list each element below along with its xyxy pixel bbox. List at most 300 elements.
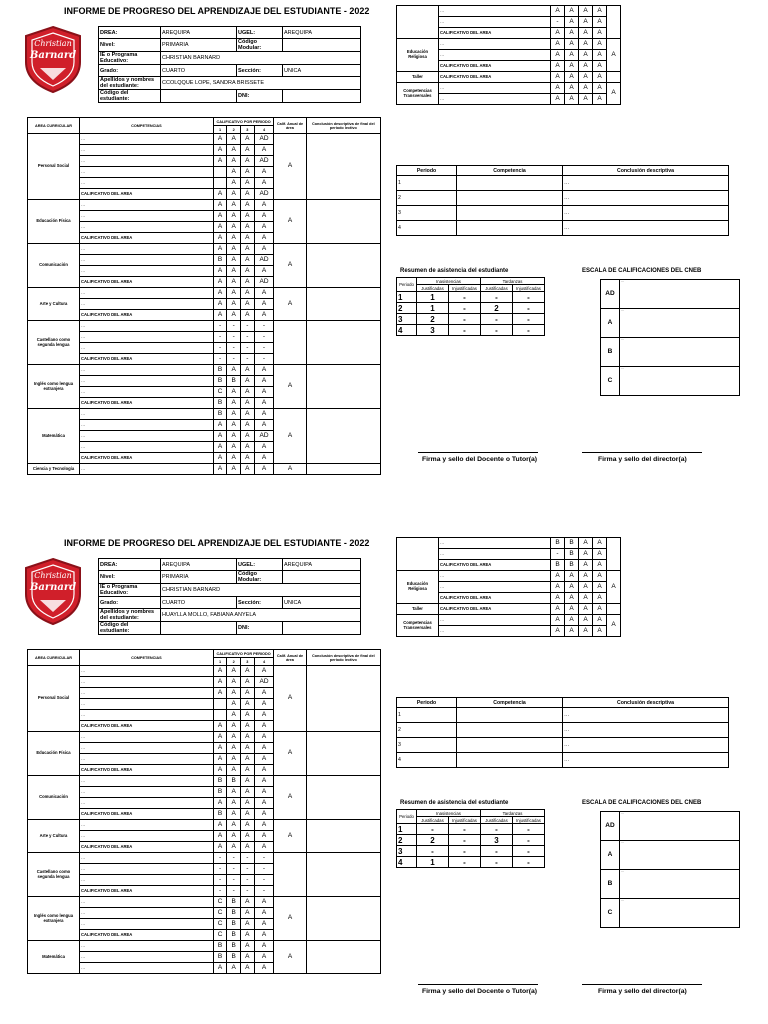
attendance-value: - <box>481 314 513 325</box>
attendance-value: - <box>513 325 545 336</box>
grade-period-1: A <box>551 94 565 105</box>
grade-period-4: A <box>593 17 607 28</box>
attendance-row <box>397 314 545 325</box>
grade-period-1: B <box>213 776 227 787</box>
conclusions-header <box>397 166 729 176</box>
grade-period-2: A <box>227 464 241 475</box>
grade-period-1: A <box>551 72 565 83</box>
header-periodos: CALIFICATIVO POR PERIODO <box>213 118 274 126</box>
area-total-label: CALIFICATIVO DEL AREA <box>439 72 551 83</box>
grade-period-1 <box>213 710 227 721</box>
competency-text: … <box>80 875 214 886</box>
info-grado-label: Grado: <box>99 65 161 77</box>
area-name: Matemática <box>28 941 80 974</box>
competency-row <box>28 288 381 299</box>
grade-period-4: AD <box>254 431 274 442</box>
grade-period-2: A <box>227 666 241 677</box>
attendance-periodo: 1 <box>397 824 417 835</box>
scale-code: B <box>601 870 620 899</box>
grade-period-4: - <box>254 343 274 354</box>
info-modular <box>283 571 361 584</box>
competency-text: … <box>80 732 214 743</box>
conclusion-periodo: 1 <box>397 176 457 191</box>
grade-period-1: C <box>213 919 227 930</box>
conclusion-competencia <box>457 176 563 191</box>
director-signature-label: Firma y sello del director(a) <box>598 988 687 995</box>
grades-header-row <box>28 118 381 126</box>
grade-period-4: A <box>254 765 274 776</box>
competency-text: … <box>80 343 214 354</box>
area-annual-grade: A <box>274 666 306 732</box>
grade-period-2: A <box>227 145 241 156</box>
grade-period-2: A <box>227 677 241 688</box>
grade-period-4: A <box>593 50 607 61</box>
grade-period-4: A <box>254 776 274 787</box>
grade-period-4: A <box>254 453 274 464</box>
grade-period-3: - <box>240 332 254 343</box>
grade-period-2: B <box>227 376 241 387</box>
grade-period-3: A <box>240 831 254 842</box>
attendance-header-justificadas: Justificadas <box>481 285 513 292</box>
area-name: Competencias Transversales <box>397 615 439 637</box>
grade-period-1: A <box>213 200 227 211</box>
competency-row <box>28 897 381 908</box>
grade-period-2: A <box>227 134 241 145</box>
scale-row <box>601 280 740 309</box>
grade-period-4: A <box>593 560 607 571</box>
director-signature-line <box>582 984 702 985</box>
conclusion-row <box>397 191 729 206</box>
grade-period-3: A <box>240 189 254 200</box>
area-annual-grade <box>607 6 621 39</box>
grade-period-1 <box>213 178 227 189</box>
grade-period-2: A <box>227 453 241 464</box>
area-conclusion-cell <box>306 134 380 200</box>
grade-period-3: A <box>240 699 254 710</box>
grade-period-2: A <box>565 50 579 61</box>
attendance-header-justificadas: Justificadas <box>417 817 449 824</box>
info-seccion: UNICA <box>283 597 361 609</box>
grade-period-1: C <box>213 908 227 919</box>
grade-period-1: A <box>213 211 227 222</box>
grade-period-3: A <box>579 593 593 604</box>
attendance-value: 3 <box>481 835 513 846</box>
student-report <box>0 532 768 1024</box>
area-annual-grade: A <box>274 732 306 776</box>
area-total-label: CALIFICATIVO DEL AREA <box>439 604 551 615</box>
area-name: Competencias Transversales <box>397 83 439 105</box>
logo-name-text: Barnard <box>29 50 77 61</box>
attendance-value: - <box>449 292 481 303</box>
grade-period-1: A <box>213 453 227 464</box>
grade-period-1: - <box>213 343 227 354</box>
scale-row <box>601 309 740 338</box>
attendance-value: 1 <box>417 303 449 314</box>
attendance-value: - <box>449 846 481 857</box>
grade-period-1: A <box>213 732 227 743</box>
grade-period-1: A <box>213 820 227 831</box>
grade-period-1: A <box>213 963 227 974</box>
grade-period-4: AD <box>254 134 274 145</box>
info-row <box>99 597 361 609</box>
grade-period-4: A <box>254 310 274 321</box>
grading-scale-table <box>600 279 740 396</box>
grade-period-4: - <box>254 321 274 332</box>
competency-row <box>397 39 621 50</box>
grade-period-3: A <box>240 809 254 820</box>
grade-period-2: A <box>227 688 241 699</box>
area-total-label: CALIFICATIVO DEL AREA <box>439 593 551 604</box>
grade-period-3: A <box>579 72 593 83</box>
attendance-header-justificadas: Justificadas <box>481 817 513 824</box>
area-conclusion-cell <box>306 820 380 853</box>
area-total-label: CALIFICATIVO DEL AREA <box>80 842 214 853</box>
attendance-table <box>396 277 545 336</box>
grade-period-3: A <box>240 222 254 233</box>
grade-period-3: A <box>579 6 593 17</box>
grade-period-1: A <box>213 277 227 288</box>
area-annual-grade <box>274 321 306 365</box>
area-annual-grade: A <box>607 39 621 72</box>
grade-period-2: - <box>227 321 241 332</box>
competency-row <box>28 365 381 376</box>
grade-period-4: A <box>254 831 274 842</box>
grade-period-1: C <box>213 897 227 908</box>
grade-period-4: A <box>254 842 274 853</box>
grade-period-1: A <box>213 156 227 167</box>
grade-period-1: - <box>551 17 565 28</box>
grade-period-3: A <box>240 897 254 908</box>
area-annual-grade: A <box>607 83 621 105</box>
grade-period-3: A <box>240 464 254 475</box>
student-report <box>0 0 768 500</box>
area-annual-grade <box>607 538 621 571</box>
area-name: Personal Social <box>28 666 80 732</box>
header-competencias: COMPETENCIAS <box>80 650 214 666</box>
grade-period-2: A <box>227 365 241 376</box>
grade-period-3: A <box>240 952 254 963</box>
scale-description: … <box>620 841 740 870</box>
grade-period-1: - <box>213 853 227 864</box>
grade-period-3: A <box>579 61 593 72</box>
grade-period-1: A <box>213 145 227 156</box>
grade-period-3: - <box>240 886 254 897</box>
grades-table <box>27 117 381 475</box>
attendance-value: - <box>513 857 545 868</box>
grade-period-3: A <box>579 582 593 593</box>
logo-script-text: Christian <box>34 571 72 580</box>
header-periodo-p3: 3 <box>240 658 254 666</box>
conclusion-text: … <box>563 191 729 206</box>
grade-period-1: - <box>213 864 227 875</box>
competency-text: … <box>80 941 214 952</box>
area-name: Taller <box>397 604 439 615</box>
grade-period-2: A <box>227 233 241 244</box>
competency-text: … <box>439 17 551 28</box>
competency-text: … <box>80 666 214 677</box>
grade-period-3: A <box>240 963 254 974</box>
grade-period-1: B <box>213 809 227 820</box>
grade-period-2: A <box>227 420 241 431</box>
competency-text: … <box>80 211 214 222</box>
grading-scale-table <box>600 811 740 928</box>
grade-period-3: A <box>240 842 254 853</box>
header-periodos: CALIFICATIVO POR PERIODO <box>213 650 274 658</box>
area-conclusion-cell <box>306 409 380 464</box>
grades-header-row <box>28 650 381 658</box>
report-title: INFORME DE PROGRESO DEL APRENDIZAJE DEL ESTUDIANTE - 2022 <box>64 6 370 16</box>
attendance-periodo: 2 <box>397 303 417 314</box>
scale-code: AD <box>601 280 620 309</box>
attendance-periodo: 4 <box>397 325 417 336</box>
info-nivel-label: Nivel: <box>99 39 161 52</box>
conclusion-periodo: 3 <box>397 738 457 753</box>
grade-period-4: A <box>254 222 274 233</box>
grade-period-2: A <box>565 39 579 50</box>
area-annual-grade: A <box>274 941 306 974</box>
competency-row <box>397 538 621 549</box>
area-total-label: CALIFICATIVO DEL AREA <box>80 233 214 244</box>
info-dre-label: DREA: <box>99 559 161 571</box>
director-signature-line <box>582 452 702 453</box>
grade-period-2: A <box>565 61 579 72</box>
competency-text: … <box>80 178 214 189</box>
info-ie: CHRISTIAN BARNARD <box>161 584 361 597</box>
competency-text: … <box>439 39 551 50</box>
conclusion-periodo: 1 <box>397 708 457 723</box>
grade-period-2: - <box>227 853 241 864</box>
competency-text: … <box>439 538 551 549</box>
grade-period-1: B <box>213 255 227 266</box>
grade-period-3: A <box>579 538 593 549</box>
grade-period-1: A <box>213 134 227 145</box>
area-total-label: CALIFICATIVO DEL AREA <box>439 560 551 571</box>
scale-row <box>601 338 740 367</box>
grade-period-3: A <box>240 798 254 809</box>
grade-period-1: A <box>213 464 227 475</box>
info-codigo <box>161 90 237 103</box>
area-conclusion-cell <box>306 941 380 974</box>
info-ugel-label: UGEL: <box>237 559 283 571</box>
grade-period-3: A <box>579 571 593 582</box>
grade-period-3: A <box>240 930 254 941</box>
conclusion-row <box>397 738 729 753</box>
grade-period-1: B <box>213 398 227 409</box>
scale-description: … <box>620 309 740 338</box>
attendance-value: 3 <box>417 325 449 336</box>
competency-row <box>28 464 381 475</box>
conclusion-competencia <box>457 753 563 768</box>
scale-title: ESCALA DE CALIFICACIONES DEL CNEB <box>582 268 702 274</box>
conclusion-row <box>397 176 729 191</box>
grade-period-2: A <box>565 604 579 615</box>
attendance-value: - <box>481 325 513 336</box>
grade-period-1: A <box>551 50 565 61</box>
grade-period-3: - <box>240 354 254 365</box>
grade-period-3: A <box>240 765 254 776</box>
grade-period-3: A <box>240 908 254 919</box>
header-conclusion: Conclusión descriptiva de final del periodo lectivo <box>306 650 380 666</box>
competency-text: … <box>80 464 214 475</box>
info-ugel-label: UGEL: <box>237 27 283 39</box>
area-total-label: CALIFICATIVO DEL AREA <box>80 398 214 409</box>
grade-period-2: A <box>227 721 241 732</box>
attendance-title: Resumen de asistencia del estudiante <box>400 800 509 806</box>
grade-period-2: A <box>227 211 241 222</box>
grade-period-2: A <box>565 626 579 637</box>
grade-period-2: A <box>227 222 241 233</box>
competency-text: … <box>80 376 214 387</box>
info-dre: AREQUIPA <box>161 559 237 571</box>
area-name: Arte y Cultura <box>28 820 80 853</box>
grade-period-4: A <box>254 376 274 387</box>
info-codigo-label: Código del estudiante: <box>99 622 161 635</box>
info-row <box>99 52 361 65</box>
grade-period-3: A <box>579 604 593 615</box>
grade-period-1: - <box>213 886 227 897</box>
grade-period-2: A <box>565 593 579 604</box>
info-dre: AREQUIPA <box>161 27 237 39</box>
area-total-label: CALIFICATIVO DEL AREA <box>80 886 214 897</box>
grade-period-2: A <box>227 409 241 420</box>
grade-period-1: A <box>213 222 227 233</box>
grade-period-1 <box>213 699 227 710</box>
grade-period-1: A <box>213 754 227 765</box>
grade-period-4: - <box>254 864 274 875</box>
grade-period-2: A <box>227 189 241 200</box>
grade-period-2: A <box>227 743 241 754</box>
grade-period-4: A <box>593 61 607 72</box>
competency-text: … <box>80 710 214 721</box>
info-modular <box>283 39 361 52</box>
grade-period-2: A <box>227 732 241 743</box>
info-seccion-label: Sección: <box>237 597 283 609</box>
area-name: Inglés como lengua extranjera <box>28 897 80 941</box>
grade-period-3: A <box>579 560 593 571</box>
school-logo <box>22 24 84 94</box>
grade-period-2: A <box>227 266 241 277</box>
grade-period-4: A <box>593 582 607 593</box>
grade-period-1: A <box>213 842 227 853</box>
info-row <box>99 609 361 622</box>
competency-text: … <box>80 963 214 974</box>
attendance-value: - <box>513 303 545 314</box>
grade-period-2: A <box>565 28 579 39</box>
grade-period-4: A <box>593 39 607 50</box>
competency-text: … <box>80 798 214 809</box>
grade-period-1: A <box>213 288 227 299</box>
grade-period-1: A <box>551 582 565 593</box>
info-row <box>99 622 361 635</box>
header-competencia: Competencia <box>457 698 563 708</box>
attendance-row <box>397 835 545 846</box>
header-periodo: Periodo <box>397 698 457 708</box>
attendance-row <box>397 325 545 336</box>
info-nombre-label: Apellidos y nombres del estudiante: <box>99 77 161 90</box>
info-dre-label: DREA: <box>99 27 161 39</box>
conclusion-competencia <box>457 206 563 221</box>
grade-period-3: A <box>240 310 254 321</box>
grade-period-1: A <box>213 688 227 699</box>
teacher-signature-label: Firma y sello del Docente o Tutor(a) <box>422 456 538 463</box>
competency-row <box>28 134 381 145</box>
header-periodo-p1: 1 <box>213 126 227 134</box>
grade-period-4: AD <box>254 677 274 688</box>
grade-period-1: - <box>213 332 227 343</box>
attendance-row <box>397 292 545 303</box>
scale-row <box>601 841 740 870</box>
grade-period-2: A <box>565 94 579 105</box>
grade-period-4: A <box>593 604 607 615</box>
grade-period-1: - <box>213 321 227 332</box>
grade-period-2: A <box>227 699 241 710</box>
grade-period-2: - <box>227 886 241 897</box>
grade-period-3: A <box>240 387 254 398</box>
grade-period-2: A <box>227 754 241 765</box>
grade-period-3: A <box>240 420 254 431</box>
area-name: Personal Social <box>28 134 80 200</box>
grade-period-3: A <box>240 145 254 156</box>
grade-period-3: A <box>240 200 254 211</box>
grade-period-2: A <box>227 765 241 776</box>
grade-period-3: A <box>240 787 254 798</box>
grade-period-2: B <box>227 941 241 952</box>
competency-text: … <box>439 83 551 94</box>
grade-period-3: A <box>579 50 593 61</box>
grade-period-3: A <box>240 156 254 167</box>
grade-period-1: B <box>551 560 565 571</box>
grade-period-2: B <box>227 776 241 787</box>
grade-period-1: A <box>551 626 565 637</box>
grade-period-4: A <box>254 409 274 420</box>
grade-period-2: - <box>227 343 241 354</box>
teacher-signature-label: Firma y sello del Docente o Tutor(a) <box>422 988 538 995</box>
grade-period-4: A <box>254 233 274 244</box>
info-row <box>99 39 361 52</box>
attendance-header-inasistencias: Inasistencias <box>417 278 481 285</box>
grade-period-1: - <box>213 875 227 886</box>
grade-period-4: A <box>254 244 274 255</box>
grade-period-3: A <box>240 255 254 266</box>
attendance-periodo: 1 <box>397 292 417 303</box>
grade-period-3: A <box>240 442 254 453</box>
grade-period-4: A <box>254 420 274 431</box>
grade-period-1: A <box>551 83 565 94</box>
scale-description: … <box>620 280 740 309</box>
attendance-value: - <box>513 292 545 303</box>
area-conclusion-cell <box>306 897 380 941</box>
info-row <box>99 27 361 39</box>
grade-period-3: A <box>240 453 254 464</box>
header-periodo-p2: 2 <box>227 658 241 666</box>
grade-period-3: - <box>240 321 254 332</box>
competency-text: … <box>439 549 551 560</box>
area-name: Educación Física <box>28 200 80 244</box>
area-name: Educación Religiosa <box>397 571 439 604</box>
area-annual-grade <box>274 853 306 897</box>
attendance-value: - <box>417 846 449 857</box>
attendance-header-injustificadas: Injustificadas <box>513 285 545 292</box>
grade-period-1: A <box>213 244 227 255</box>
grade-period-4: A <box>254 211 274 222</box>
competency-text: … <box>80 699 214 710</box>
grade-period-2: A <box>227 831 241 842</box>
attendance-value: - <box>481 857 513 868</box>
grade-period-3: A <box>240 288 254 299</box>
grade-period-3: A <box>240 710 254 721</box>
header-periodo: Periodo <box>397 166 457 176</box>
grade-period-4: A <box>254 787 274 798</box>
